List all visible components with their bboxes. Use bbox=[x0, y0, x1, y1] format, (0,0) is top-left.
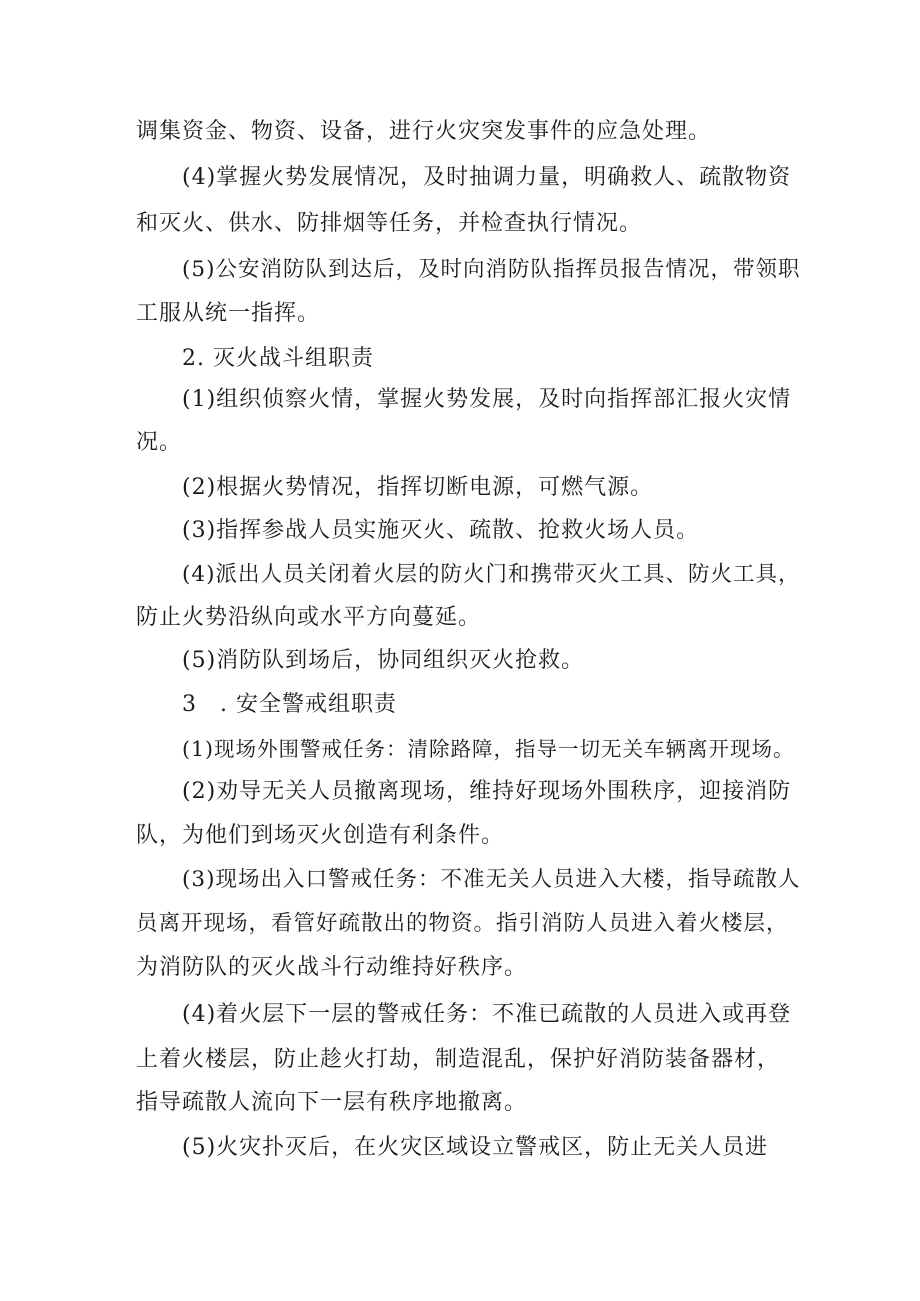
text-line: (2)劝导无关人员撤离现场，维持好现场外围秩序，迎接消防 bbox=[182, 779, 792, 804]
text-line: 为消防队的灭火战斗行动维持好秩序。 bbox=[136, 955, 528, 980]
text-line: (1)现场外围警戒任务：清除路障，指导一切无关车辆离开现场。 bbox=[182, 737, 795, 761]
text-line: 况。 bbox=[136, 430, 183, 455]
text-line: (4)着火层下一层的警戒任务：不准已疏散的人员进入或再登 bbox=[182, 1002, 792, 1027]
text-line: 调集资金、物资、设备，进行火灾突发事件的应急处理。 bbox=[136, 119, 712, 144]
text-line: 上着火楼层，防止趁火打劫，制造混乱，保护好消防装备器材， bbox=[136, 1047, 781, 1072]
text-line: (5)公安消防队到达后，及时向消防队指挥员报告情况，带领职 bbox=[182, 257, 801, 282]
text-line: (1)组织侦察火情，掌握火势发展，及时向指挥部汇报火灾情 bbox=[182, 387, 792, 412]
text-line: 队，为他们到场灭火创造有利条件。 bbox=[136, 823, 505, 848]
text-line: (5)火灾扑灭后，在火灾区域设立警戒区，防止无关人员进 bbox=[182, 1135, 769, 1160]
text-line: (5)消防队到场后，协同组织灭火抢救。 bbox=[182, 648, 585, 673]
text-line: 工服从统一指挥。 bbox=[136, 301, 321, 326]
section-heading: 3 . 安全警戒组职责 bbox=[182, 692, 397, 717]
text-line: 和灭火、供水、防排烟等任务，并检查执行情况。 bbox=[136, 211, 643, 236]
text-line: 防止火势沿纵向或水平方向蔓延。 bbox=[136, 605, 482, 630]
text-line: (4)派出人员关闭着火层的防火门和携带灭火工具、防火工具， bbox=[182, 562, 801, 587]
text-line: 员离开现场，看管好疏散出的物资。指引消防人员进入着火楼层， bbox=[136, 911, 789, 936]
section-heading: 2. 灭火战斗组职责 bbox=[182, 346, 374, 371]
text-line: (4)掌握火势发展情况，及时抽调力量，明确救人、疏散物资 bbox=[182, 165, 792, 190]
text-line: (2)根据火势情况，指挥切断电源，可燃气源。 bbox=[182, 475, 654, 500]
text-line: (3)指挥参战人员实施灭火、疏散、抢救火场人员。 bbox=[182, 518, 700, 543]
text-line: (3)现场出入口警戒任务：不准无关人员进入大楼，指导疏散人 bbox=[182, 867, 801, 892]
text-line: 指导疏散人流向下一层有秩序地撤离。 bbox=[136, 1090, 528, 1115]
